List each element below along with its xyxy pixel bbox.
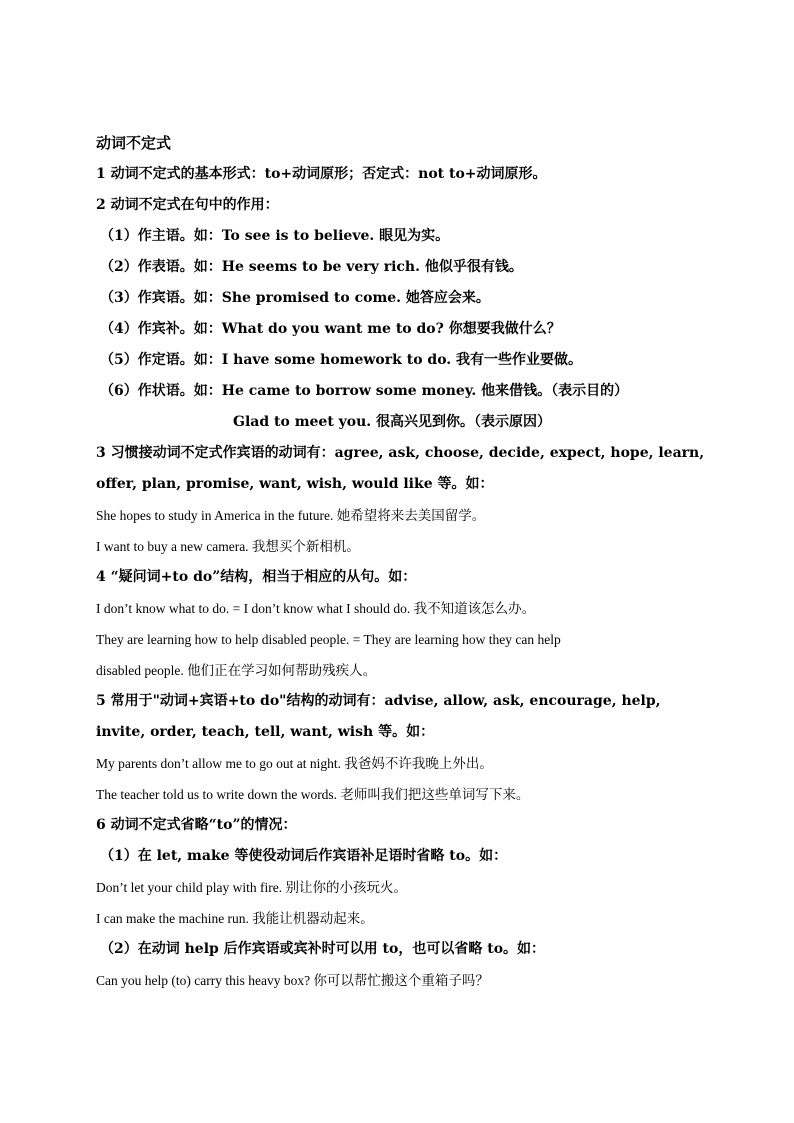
rule-6-2: （2）在动词 help 后作宾语或宾补时可以用 to，也可以省略 to。如： <box>100 941 546 957</box>
usage-adverbial-example-2: Glad to meet you. 很高兴见到你。（表示原因） <box>233 414 552 430</box>
rule-6-1: （1）在 let, make 等使役动词后作宾语补足语时省略 to。如： <box>100 848 508 864</box>
usage-object-complement: （4）作宾补。如：What do you want me to do? 你想要我做什么？ <box>100 321 561 337</box>
example-sentence: She hopes to study in America in the future. 她希望将来去美国留学。 <box>96 508 486 523</box>
section-3-heading-continued: offer, plan, promise, want, wish, would like 等。如： <box>96 476 494 492</box>
example-sentence: I can make the machine run. 我能让机器动起来。 <box>96 911 374 926</box>
example-sentence: Can you help (to) carry this heavy box? 你可以帮忙搬这个重箱子吗？ <box>96 973 489 988</box>
section-3-heading: 3 习惯接动词不定式作宾语的动词有：agree, ask, choose, decide, expect, hope, learn, <box>96 445 705 461</box>
example-sentence: I don’t know what to do. = I don’t know what I should do. 我不知道该怎么办。 <box>96 601 536 616</box>
section-1-heading: 1 动词不定式的基本形式：to+动词原形；否定式：not to+动词原形。 <box>96 166 547 182</box>
example-sentence-continued: disabled people. 他们正在学习如何帮助残疾人。 <box>96 663 377 678</box>
section-4-heading: 4 “疑问词+to do”结构，相当于相应的从句。如： <box>96 569 417 585</box>
example-sentence: My parents don’t allow me to go out at night. 我爸妈不许我晚上外出。 <box>96 756 493 771</box>
document-title: 动词不定式 <box>96 134 172 152</box>
example-sentence: I want to buy a new camera. 我想买个新相机。 <box>96 539 360 554</box>
usage-attribute: （5）作定语。如：I have some homework to do. 我有一些作业要做。 <box>100 352 583 368</box>
usage-predicative: （2）作表语。如：He seems to be very rich. 他似乎很有钱。 <box>100 259 523 275</box>
section-5-heading-continued: invite, order, teach, tell, want, wish 等。如： <box>96 724 435 740</box>
usage-subject: （1）作主语。如：To see is to believe. 眼见为实。 <box>100 228 450 244</box>
usage-adverbial: （6）作状语。如：He came to borrow some money. 他来借钱。（表示目的） <box>100 383 629 399</box>
section-5-heading: 5 常用于"动词+宾语+to do"结构的动词有：advise, allow, ask, encourage, help, <box>96 693 661 709</box>
example-sentence: The teacher told us to write down the words. 老师叫我们把这些单词写下来。 <box>96 787 530 802</box>
section-6-heading: 6 动词不定式省略“to”的情况： <box>96 817 297 833</box>
example-sentence: Don’t let your child play with fire. 别让你的小孩玩火。 <box>96 880 407 895</box>
document-body <box>96 128 716 996</box>
usage-object: （3）作宾语。如：She promised to come. 她答应会来。 <box>100 290 490 306</box>
example-sentence: They are learning how to help disabled people. = They are learning how they can help <box>96 632 561 647</box>
section-2-heading: 2 动词不定式在句中的作用： <box>96 197 279 213</box>
